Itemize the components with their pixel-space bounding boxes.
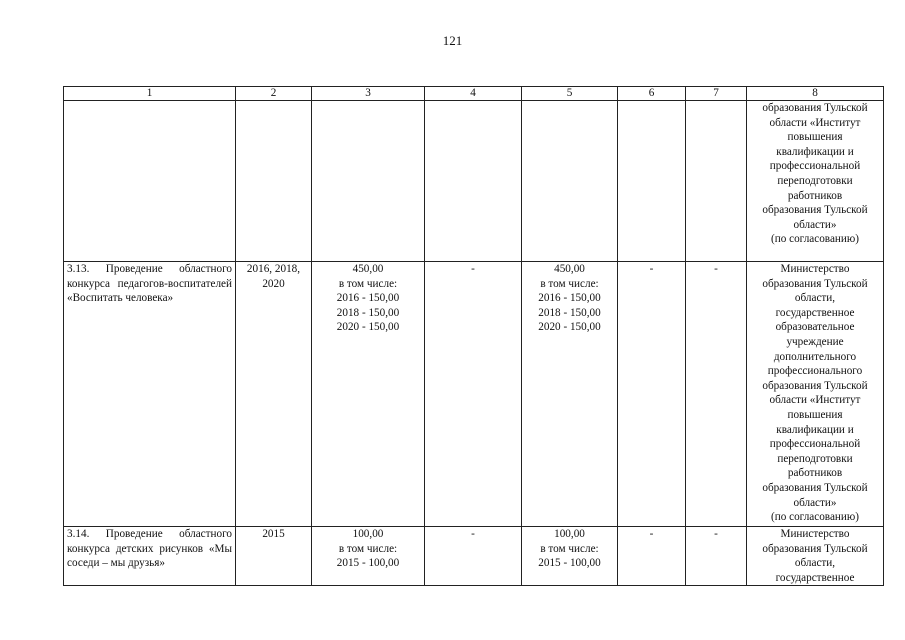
cell-line: 2016 - 150,00 [538, 292, 601, 305]
activity-name-cell [64, 101, 236, 262]
cell-line: повышения [787, 408, 843, 421]
regional-budget-cell [522, 101, 618, 262]
column-header: 1 [64, 87, 236, 101]
period-cell [236, 527, 312, 586]
cell-line: 2016 - 150,00 [336, 292, 400, 305]
program-table [63, 86, 884, 586]
cell-line: области» [793, 218, 837, 231]
activity-name-cell [64, 262, 236, 527]
cell-line: области «Институт [769, 394, 861, 407]
column-header: 8 [747, 87, 884, 101]
other-sources-cell [686, 527, 747, 586]
cell-line: государственное [775, 306, 855, 319]
cell-line: дополнительного [773, 350, 857, 363]
cell-line: в том числе: [540, 277, 599, 290]
cell-line: (по согласованию) [771, 511, 859, 524]
cell-line: 2018 - 150,00 [336, 306, 400, 319]
cell-line: профессиональной [769, 438, 861, 451]
cell-line: работников [787, 467, 843, 480]
page-number: 121 [442, 33, 463, 48]
period-cell [236, 262, 312, 527]
cell-text: - [471, 263, 475, 275]
column-header: 5 [522, 87, 618, 101]
local-budget-cell [618, 262, 686, 527]
cell-line: переподготовки [777, 174, 853, 187]
cell-line: области» [793, 496, 837, 509]
period-cell [236, 101, 312, 262]
cell-line: 2015 - 100,00 [336, 557, 400, 570]
cell-line: учреждение [786, 335, 844, 348]
total-funding-cell [312, 262, 425, 527]
cell-line: области «Институт [769, 116, 861, 129]
cell-line: 100,00 [352, 528, 384, 540]
cell-line: 450,00 [554, 263, 585, 275]
federal-budget-cell [425, 527, 522, 586]
cell-text: 3.13. Проведение областного конкурса педагогов-воспитателей «Воспитать человека» [67, 263, 232, 305]
cell-line: государственное [775, 571, 855, 584]
cell-line: в том числе: [338, 277, 398, 290]
total-funding-cell [312, 101, 425, 262]
cell-line: 2020 - 150,00 [336, 321, 400, 334]
cell-line: образовательное [775, 321, 855, 334]
cell-line: образования Тульской [762, 542, 868, 555]
regional-budget-cell [522, 527, 618, 586]
cell-text: 3.14. Проведение областного конкурса детских рисунков «Мы соседи – мы друзья» [67, 528, 232, 570]
cell-text: - [471, 528, 475, 540]
column-header: 7 [686, 87, 747, 101]
cell-line: (по согласованию) [771, 233, 859, 246]
cell-line: Министерство [780, 528, 850, 540]
cell-line: в том числе: [540, 542, 599, 555]
column-header: 4 [425, 87, 522, 101]
responsible-executor-cell [747, 527, 884, 586]
other-sources-cell [686, 262, 747, 527]
other-sources-cell [686, 101, 747, 262]
cell-line: квалификации и [776, 423, 854, 436]
cell-line: образования Тульской [762, 204, 868, 217]
cell-line: образования Тульской [762, 379, 868, 392]
cell-line: 2015 - 100,00 [538, 557, 601, 570]
table-row [64, 527, 884, 586]
activity-name-cell [64, 527, 236, 586]
column-header: 3 [312, 87, 425, 101]
cell-text: - [649, 263, 654, 275]
cell-line: 2020 - 150,00 [538, 321, 601, 334]
cell-line: 100,00 [554, 528, 585, 540]
cell-text: - [649, 528, 654, 540]
cell-line: в том числе: [338, 542, 398, 555]
responsible-executor-cell [747, 101, 884, 262]
cell-line: области, [794, 292, 836, 305]
column-header: 6 [618, 87, 686, 101]
local-budget-cell [618, 101, 686, 262]
cell-line: образования Тульской [762, 481, 868, 494]
cell-text: 2015 [262, 528, 285, 540]
cell-line: квалификации и [776, 145, 854, 158]
cell-line: Министерство [780, 263, 850, 275]
cell-line: области, [794, 557, 836, 570]
cell-line: переподготовки [777, 452, 853, 465]
federal-budget-cell [425, 262, 522, 527]
cell-line: профессиональной [769, 160, 861, 173]
local-budget-cell [618, 527, 686, 586]
cell-line: 2018 - 150,00 [538, 306, 601, 319]
regional-budget-cell [522, 262, 618, 527]
table-row [64, 262, 884, 527]
column-header: 2 [236, 87, 312, 101]
cell-text: 2016, 2018, 2020 [246, 263, 301, 290]
cell-text: - [714, 263, 718, 275]
cell-line: образования Тульской [762, 277, 868, 290]
cell-line: образования Тульской [762, 102, 868, 114]
cell-line: профессионального [767, 365, 863, 378]
cell-text: - [714, 528, 718, 540]
column-number-row [64, 87, 884, 101]
cell-line: 450,00 [352, 263, 384, 275]
table-row [64, 101, 884, 262]
total-funding-cell [312, 527, 425, 586]
cell-line: работников [787, 189, 843, 202]
cell-line: повышения [787, 131, 843, 144]
federal-budget-cell [425, 101, 522, 262]
responsible-executor-cell [747, 262, 884, 527]
